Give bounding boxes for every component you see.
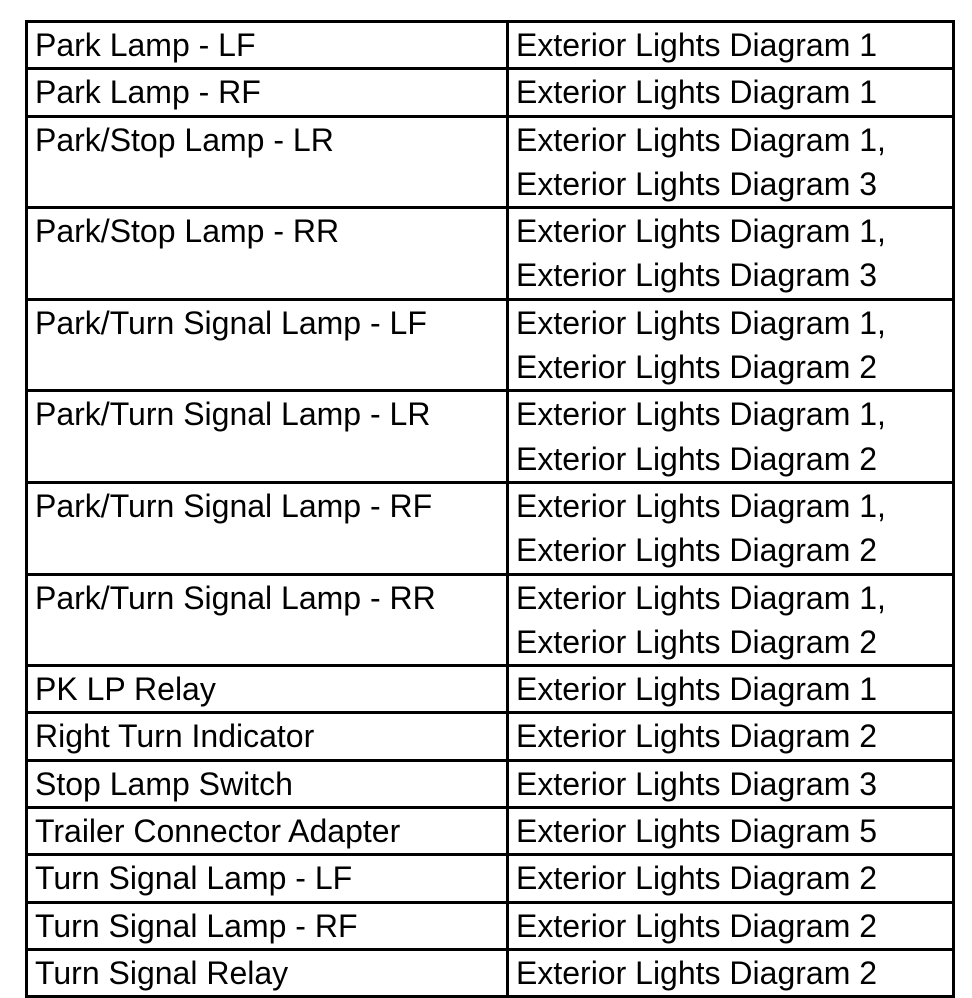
diagram-reference: Exterior Lights Diagram 2: [516, 718, 878, 755]
diagram-reference: Exterior Lights Diagram 2: [516, 440, 878, 477]
diagram-reference: Exterior Lights Diagram 2: [516, 349, 878, 386]
component-name: PK LP Relay: [35, 671, 216, 708]
component-name-cell: [27, 902, 508, 949]
component-name-cell: [27, 949, 508, 996]
diagram-reference-cell: [508, 666, 954, 713]
table-row: [27, 666, 954, 713]
diagram-reference-cell: [508, 299, 954, 391]
diagram-reference: Exterior Lights Diagram 1: [516, 74, 878, 111]
diagram-reference-cell: [508, 208, 954, 300]
diagram-reference: Exterior Lights Diagram 1,: [516, 487, 886, 524]
component-name-cell: [27, 391, 508, 483]
diagram-reference-cell: [508, 855, 954, 902]
component-name: Park/Stop Lamp - LR: [35, 121, 334, 158]
component-index-table-container: [25, 20, 952, 998]
component-name-cell: [27, 808, 508, 855]
diagram-reference: Exterior Lights Diagram 1,: [516, 396, 886, 433]
diagram-reference: Exterior Lights Diagram 1,: [516, 121, 886, 158]
table-row: [27, 208, 954, 300]
component-index-table-body: [27, 22, 954, 997]
component-name-cell: [27, 713, 508, 760]
diagram-reference: Exterior Lights Diagram 5: [516, 813, 878, 850]
diagram-reference: Exterior Lights Diagram 1: [516, 671, 878, 708]
component-name: Stop Lamp Switch: [35, 765, 293, 802]
diagram-reference: Exterior Lights Diagram 2: [516, 907, 878, 944]
diagram-reference-cell: [508, 116, 954, 208]
component-name: Turn Signal Lamp - LF: [35, 860, 353, 897]
diagram-reference-cell: [508, 949, 954, 996]
table-row: [27, 299, 954, 391]
table-row: [27, 69, 954, 116]
component-name: Turn Signal Lamp - RF: [35, 907, 358, 944]
table-row: [27, 713, 954, 760]
diagram-reference: Exterior Lights Diagram 1,: [516, 304, 886, 341]
component-name: Park/Turn Signal Lamp - LR: [35, 396, 431, 433]
diagram-reference-cell: [508, 391, 954, 483]
component-name: Right Turn Indicator: [35, 718, 315, 755]
diagram-reference-cell: [508, 482, 954, 574]
diagram-reference: Exterior Lights Diagram 2: [516, 954, 878, 991]
diagram-reference-cell: [508, 760, 954, 807]
component-name-cell: [27, 482, 508, 574]
diagram-reference-cell: [508, 808, 954, 855]
component-name-cell: [27, 666, 508, 713]
diagram-reference-cell: [508, 574, 954, 666]
table-row: [27, 482, 954, 574]
component-name-cell: [27, 574, 508, 666]
component-name: Park/Turn Signal Lamp - RR: [35, 579, 436, 616]
diagram-reference: Exterior Lights Diagram 1: [516, 27, 878, 63]
table-row: [27, 902, 954, 949]
table-row: [27, 949, 954, 996]
table-row: [27, 391, 954, 483]
component-name-cell: [27, 69, 508, 116]
diagram-reference: Exterior Lights Diagram 1,: [516, 213, 886, 250]
component-name-cell: [27, 760, 508, 807]
diagram-reference-cell: [508, 902, 954, 949]
table-row: [27, 22, 954, 69]
component-name: Park Lamp - LF: [35, 27, 256, 63]
component-name: Park/Turn Signal Lamp - RF: [35, 487, 433, 524]
diagram-reference: Exterior Lights Diagram 2: [516, 860, 878, 897]
component-index-table: [25, 20, 955, 998]
table-row: [27, 574, 954, 666]
diagram-reference-cell: [508, 22, 954, 69]
component-name-cell: [27, 855, 508, 902]
component-name: Park/Stop Lamp - RR: [35, 213, 340, 250]
table-row: [27, 116, 954, 208]
diagram-reference: Exterior Lights Diagram 1,: [516, 579, 886, 616]
diagram-reference: Exterior Lights Diagram 3: [516, 257, 878, 294]
component-name: Park/Turn Signal Lamp - LF: [35, 304, 427, 341]
diagram-reference: Exterior Lights Diagram 2: [516, 623, 878, 660]
component-name-cell: [27, 299, 508, 391]
component-name: Park Lamp - RF: [35, 74, 261, 111]
component-name-cell: [27, 116, 508, 208]
diagram-reference: Exterior Lights Diagram 2: [516, 532, 878, 569]
component-name: Trailer Connector Adapter: [35, 813, 401, 850]
component-name: Turn Signal Relay: [35, 954, 289, 991]
table-row: [27, 760, 954, 807]
diagram-reference-cell: [508, 69, 954, 116]
component-name-cell: [27, 22, 508, 69]
diagram-reference: Exterior Lights Diagram 3: [516, 765, 878, 802]
diagram-reference: Exterior Lights Diagram 3: [516, 165, 878, 202]
table-row: [27, 808, 954, 855]
diagram-reference-cell: [508, 713, 954, 760]
table-row: [27, 855, 954, 902]
component-name-cell: [27, 208, 508, 300]
